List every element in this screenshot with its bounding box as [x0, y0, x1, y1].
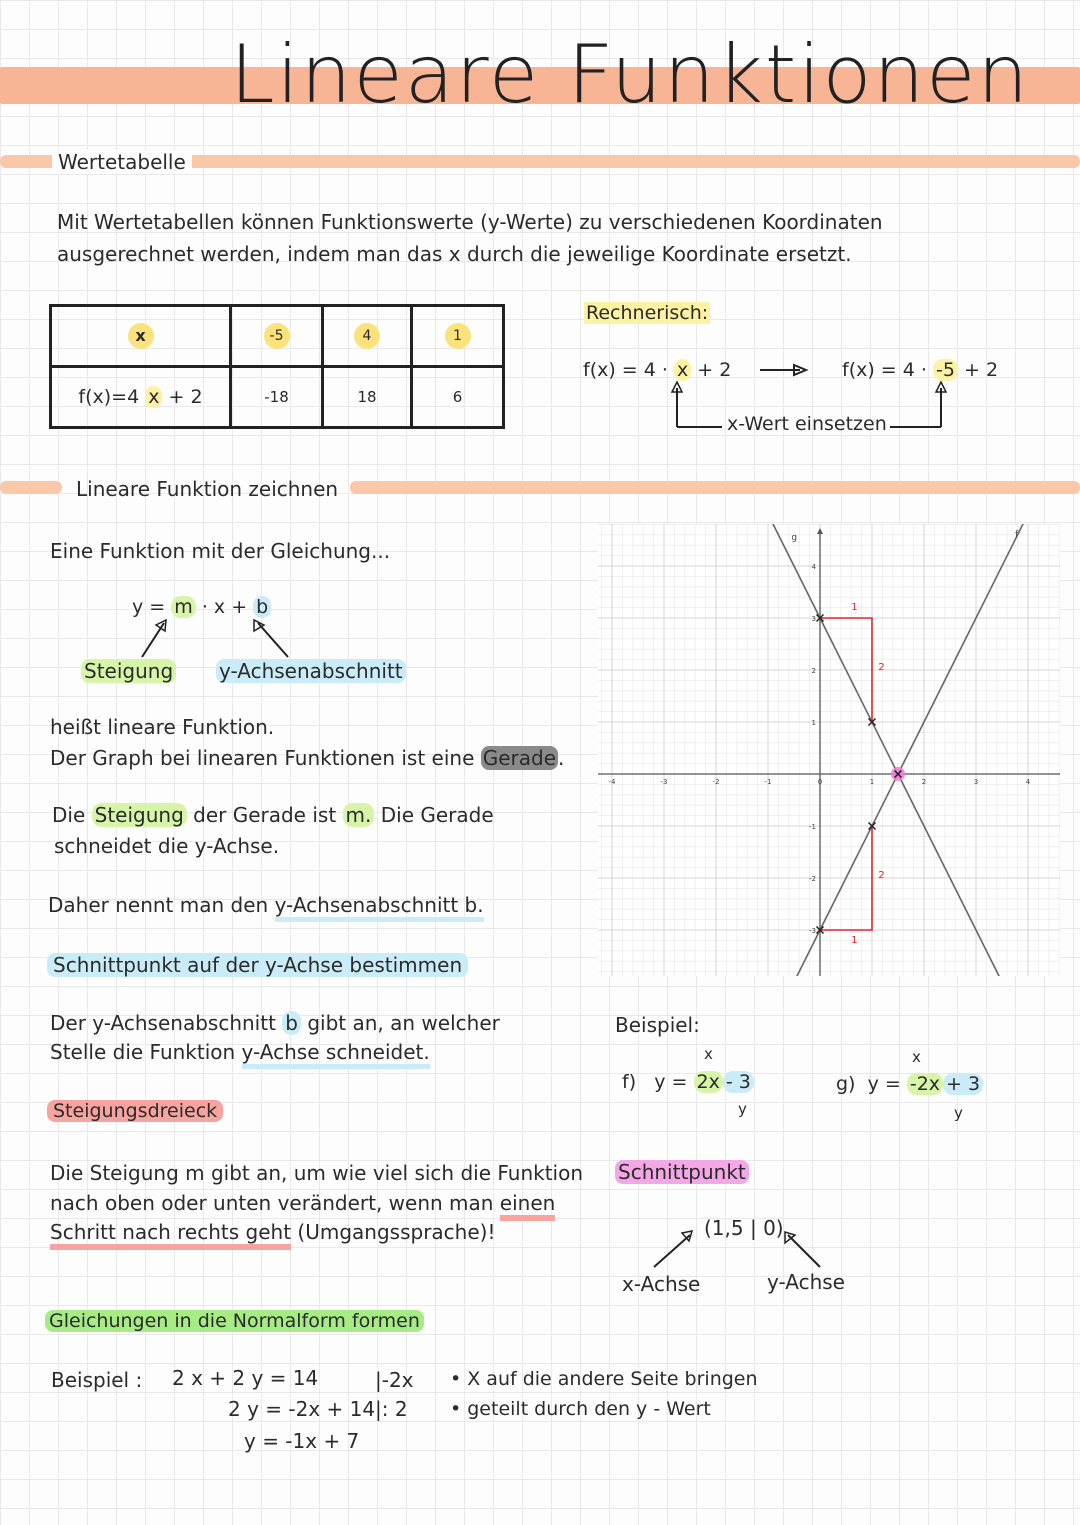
triangle-label: 2 [878, 662, 885, 673]
schnittpunkt-line-1: Der y-Achsenabschnitt b gibt an, an welcher [50, 1011, 500, 1035]
general-equation: y = m · x + b [132, 596, 271, 618]
x-tick-label: 0 [817, 778, 823, 786]
label-steigung: Steigung [81, 659, 176, 683]
y-tick-label: -3 [809, 927, 816, 935]
section-band-zeichnen-right [350, 481, 1080, 494]
equation-arrows [120, 615, 300, 660]
steigung-line-3: Daher nennt man den y-Achsenabschnitt b. [48, 893, 484, 917]
table-cell: 18 [323, 367, 412, 428]
graph-background [598, 524, 1060, 976]
x-tick-label: -3 [660, 778, 668, 786]
x-tick-label: 4 [1025, 778, 1031, 786]
steigungsdreieck-line-2: nach oben oder unten verändert, wenn man einen [50, 1191, 555, 1215]
rechnerisch-right-formula: f(x) = 4 · -5 + 2 [842, 359, 999, 381]
beispiel-g-y-mark: y [954, 1104, 963, 1122]
table-header-x: x [128, 323, 154, 349]
normalform-line-1: 2 x + 2 y = 14 [172, 1366, 319, 1390]
function-graph [598, 524, 1060, 976]
normalform-label: Beispiel : [51, 1368, 143, 1392]
y-tick-label: 2 [811, 667, 816, 675]
section-heading-steigungsdreieck: Steigungsdreieck [47, 1100, 223, 1122]
table-header-value: 1 [445, 323, 471, 349]
normalform-line-3: y = -1x + 7 [244, 1429, 360, 1453]
section-band-zeichnen [0, 481, 62, 494]
normalform-line-2: 2 y = -2x + 14 [228, 1397, 376, 1421]
series-label-f: f [1015, 530, 1019, 540]
x-tick-label: 2 [921, 778, 927, 786]
x-tick-label: 1 [869, 778, 875, 786]
beispiel-label: Beispiel: [615, 1013, 700, 1037]
gleichung-intro: Eine Funktion mit der Gleichung... [50, 539, 391, 563]
x-tick-label: -4 [608, 778, 616, 786]
triangle-label: 1 [851, 935, 858, 946]
normalform-op-1: |-2x [375, 1368, 414, 1392]
table-header-x-cell [51, 306, 231, 367]
steigung-line-2: schneidet die y-Achse. [54, 834, 280, 858]
rechnerisch-left-formula: f(x) = 4 · x + 2 [583, 359, 732, 381]
table-header-value: 4 [354, 323, 380, 349]
triangle-label: 2 [878, 870, 885, 881]
label-y-achse: y-Achse [767, 1270, 845, 1294]
gleichung-line-2: Der Graph bei linearen Funktionen ist eine Gerade . [50, 746, 565, 770]
label-x-achse: x-Achse [622, 1272, 701, 1296]
schnittpunkt-coordinates: (1,5 | 0) [704, 1216, 784, 1240]
y-tick-label: 3 [811, 615, 816, 623]
schnittpunkt-line-2: Stelle die Funktion y-Achse schneidet. [50, 1040, 430, 1064]
value-table [49, 304, 505, 429]
series-label-g: g [791, 533, 798, 543]
section-heading-normalform: Gleichungen in die Normalform formen [45, 1310, 424, 1332]
table-cell: -18 [231, 367, 323, 428]
beispiel-f-x-mark: x [704, 1045, 713, 1063]
section-heading-wertetabelle: Wertetabelle [52, 150, 192, 174]
table-header-value: -5 [264, 323, 290, 349]
x-tick-label: 3 [973, 778, 979, 786]
normalform-bullet-1: • X auf die andere Seite bringen [450, 1368, 758, 1390]
y-tick-label: -2 [809, 875, 816, 883]
steigungsdreieck-line-3: Schritt nach rechts geht (Umgangssprache)! [50, 1220, 495, 1244]
y-tick-label: -1 [809, 823, 816, 831]
normalform-op-2: |: 2 [375, 1397, 408, 1421]
y-tick-label: 1 [811, 719, 816, 727]
schnittpunkt-arrows [640, 1225, 840, 1270]
beispiel-f-equation: f) y = 2x - 3 [622, 1071, 754, 1093]
section-heading-schnittpunkt-y: Schnittpunkt auf der y-Achse bestimmen [47, 953, 468, 977]
schnittpunkt-heading: Schnittpunkt [615, 1160, 749, 1184]
rechnerisch-note: x-Wert einsetzen [727, 413, 887, 435]
normalform-bullet-2: • geteilt durch den y - Wert [450, 1398, 711, 1420]
x-tick-label: -2 [712, 778, 720, 786]
page-title: Lineare Funktionen [230, 28, 1031, 121]
y-tick-label: 4 [811, 563, 816, 571]
intro-line-2: ausgerechnet werden, indem man das x durch die jeweilige Koordinate ersetzt. [57, 242, 852, 266]
table-cell: 6 [412, 367, 504, 428]
triangle-label: 1 [851, 602, 858, 614]
section-heading-zeichnen: Lineare Funktion zeichnen [76, 477, 339, 501]
beispiel-g-equation: g) y = -2x + 3 [836, 1073, 983, 1095]
beispiel-g-x-mark: x [912, 1048, 921, 1066]
intro-line-1: Mit Wertetabellen können Funktionswerte (y-Werte) zu verschiedenen Koordinaten [57, 210, 883, 234]
table-row-label: f(x)=4 x + 2 [51, 367, 231, 428]
label-y-achsenabschnitt: y-Achsenabschnitt [216, 659, 406, 683]
steigungsdreieck-line-1: Die Steigung m gibt an, um wie viel sich die Funktion [50, 1161, 584, 1185]
beispiel-f-y-mark: y [738, 1100, 747, 1118]
gleichung-line-1: heißt lineare Funktion. [50, 715, 275, 739]
steigung-line-1: Die Steigung der Gerade ist m. Die Gerade [52, 803, 494, 827]
rechnerisch-label: Rechnerisch: [586, 302, 709, 324]
x-tick-label: -1 [764, 778, 772, 786]
